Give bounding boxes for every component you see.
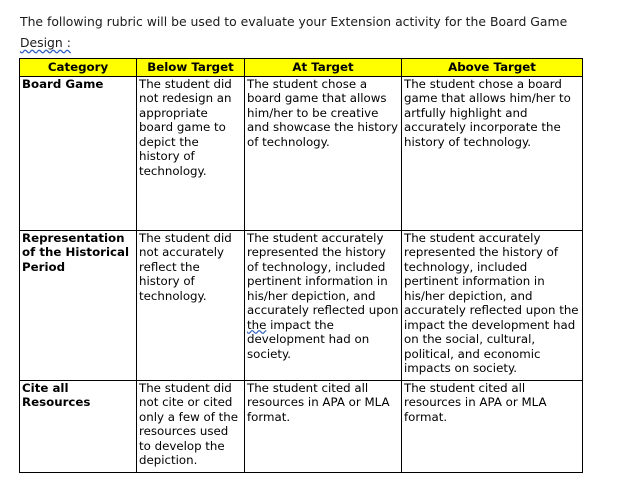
intro-line-2: Design : [20,35,71,50]
category-cell: Cite all Resources [20,380,137,472]
intro-line-1: The following rubric will be used to evaluate your Extension activity for the Board Game [20,14,568,29]
above-target-cell: The student chose a board game that allows him/her to artfully highlight and accurately incorporate the history of technology. [402,76,583,230]
header-row [20,59,583,77]
above-target-cell: The student accurately represented the history of technology, included pertinent information in his/her depiction, and accurately reflected upon the impact the development had on the social, cultural, political, and economic impacts on society. [402,230,583,380]
table-row [20,230,583,380]
at-target-cell [245,230,402,380]
rubric-table [19,58,583,473]
table-row [20,76,583,230]
at-target-cell: The student chose a board game that allows him/her to be creative and showcase the history of technology. [245,76,402,230]
table-row [20,380,583,472]
header-below-target: Below Target [137,59,245,77]
below-target-cell: The student did not cite or cited only a few of the resources used to develop the depiction. [137,380,245,472]
intro-paragraph [20,11,580,53]
at-target-text-part1: The student accurately represented the history of technology, included pertinent information in his/her depiction, and accurately reflected upon [247,230,399,317]
below-target-cell: The student did not accurately reflect the history of technology. [137,230,245,380]
header-at-target: At Target [245,59,402,77]
at-target-cell: The student cited all resources in APA or MLA format. [245,380,402,472]
below-target-cell: The student did not redesign an appropriate board game to depict the history of technology. [137,76,245,230]
category-cell: Representation of the Historical Period [20,230,137,380]
header-above-target: Above Target [402,59,583,77]
header-category: Category [20,59,137,77]
spellcheck-word: the [247,317,267,332]
category-cell: Board Game [20,76,137,230]
at-target-text-part2: impact the development had on society. [247,317,370,361]
above-target-cell: The student cited all resources in APA or MLA format. [402,380,583,472]
